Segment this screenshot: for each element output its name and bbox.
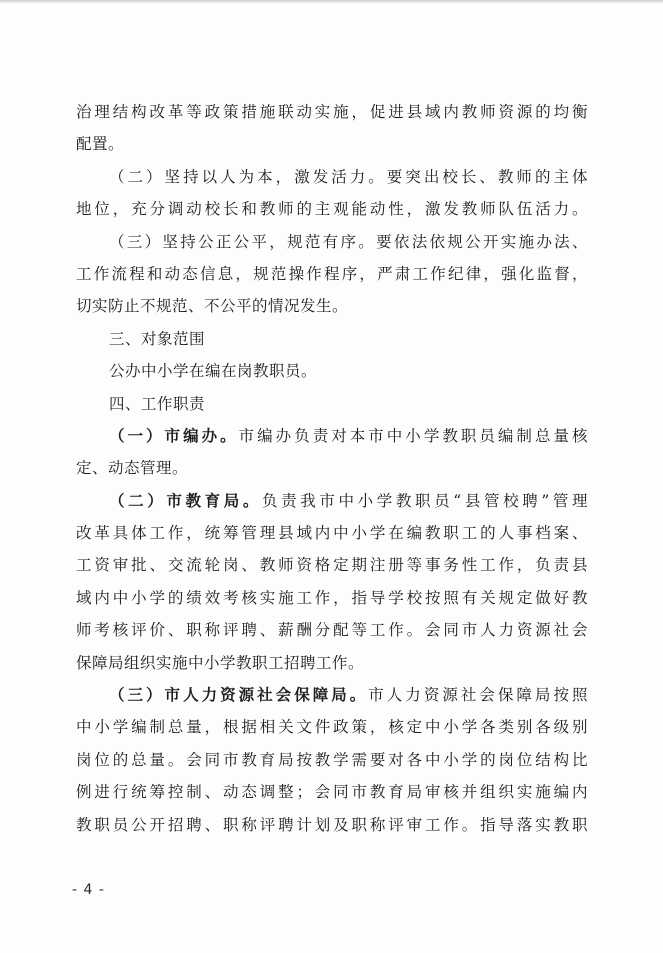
section-heading-scope: 三、对象范围 bbox=[109, 329, 206, 348]
paragraph-3-line-3: 切实防止不规范、不公平的情况发生。 bbox=[76, 297, 349, 316]
duty-3-line-3: 岗位的总量。会同市教育局按教学需要对各中小学的岗位结构比 bbox=[76, 750, 588, 769]
scope-text: 公办中小学在编在岗教职员。 bbox=[109, 362, 318, 381]
duty-2-line-4: 域内中小学的绩效考核实施工作，指导学校按照有关规定做好教 bbox=[76, 588, 588, 607]
duty-3-line-5: 教职员公开招聘、职称评聘计划及职称评审工作。指导落实教职 bbox=[76, 815, 588, 834]
paragraph-1-line-2: 配置。 bbox=[76, 135, 125, 154]
document-body bbox=[76, 96, 588, 841]
duty-1-lead: （一）市编办。 bbox=[109, 425, 239, 445]
duty-3-text: 市人力资源社会保障局按照 bbox=[368, 686, 588, 705]
duty-2-line-2: 改革具体工作，统筹管理县域内中小学在编教职工的人事档案、 bbox=[76, 524, 588, 543]
paragraph-1-line-1: 治理结构改革等政策措施联动实施，促进县域内教师资源的均衡 bbox=[76, 103, 588, 121]
paragraph-2-line-1: （二）坚持以人为本，激发活力。要突出校长、教师的主体 bbox=[109, 167, 588, 186]
duty-2-line-1 bbox=[76, 485, 588, 517]
page-number: - 4 - bbox=[72, 882, 105, 898]
duty-2-text: 负责我市中小学教职员“县管校聘”管理 bbox=[262, 491, 588, 510]
section-heading-duties: 四、工作职责 bbox=[109, 394, 206, 413]
duty-2-line-3: 工资审批、交流轮岗、教师资格定期注册等事务性工作，负责县 bbox=[76, 556, 588, 575]
duty-2-line-5: 师考核评价、职称评聘、薪酬分配等工作。会同市人力资源社会 bbox=[76, 621, 588, 640]
paragraph-2-line-2: 地位，充分调动校长和教师的主观能动性，激发教师队伍活力。 bbox=[76, 200, 588, 219]
duty-1-line-1 bbox=[76, 420, 588, 452]
duty-2-line-6: 保障局组织实施中小学教职工招聘工作。 bbox=[76, 653, 365, 672]
paragraph-3-line-1: （三）坚持公正公平，规范有序。要依法依规公开实施办法、 bbox=[109, 232, 588, 251]
duty-3-line-2: 中小学编制总量，根据相关文件政策，核定中小学各类别各级别 bbox=[76, 718, 588, 737]
page-top-edge bbox=[0, 0, 663, 3]
duty-3-line-4: 例进行统筹控制、动态调整；会同市教育局审核并组织实施编内 bbox=[76, 783, 588, 802]
duty-1-line-2: 定、动态管理。 bbox=[76, 459, 189, 478]
paragraph-3-line-2: 工作流程和动态信息，规范操作程序，严肃工作纪律，强化监督， bbox=[76, 264, 588, 283]
duty-3-lead: （三）市人力资源社会保障局。 bbox=[109, 685, 369, 705]
duty-1-text: 市编办负责对本市中小学教职员编制总量核 bbox=[238, 426, 588, 445]
duty-3-line-1 bbox=[76, 679, 588, 711]
duty-2-lead: （二）市教育局。 bbox=[109, 490, 263, 510]
